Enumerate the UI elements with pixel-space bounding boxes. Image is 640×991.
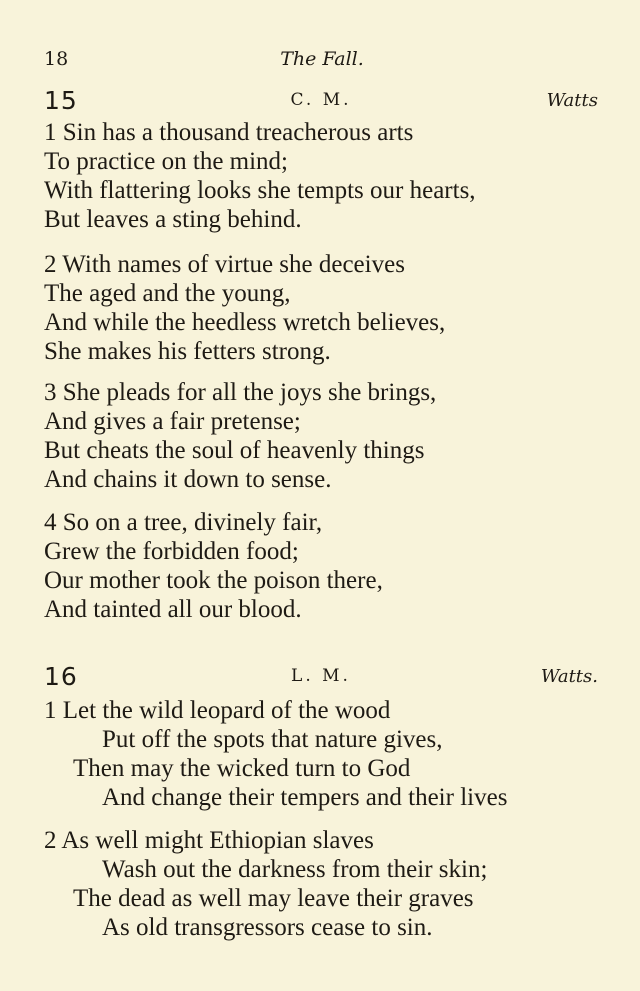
- verse-line: Grew the forbidden food;: [44, 538, 299, 565]
- running-head: [44, 48, 600, 74]
- verse-line: But cheats the soul of heavenly things: [44, 437, 425, 464]
- verse-line: And while the heedless wretch believes,: [44, 309, 446, 336]
- hymn-15-stanza-4: [44, 508, 610, 624]
- verse-line: Then may the wicked turn to God: [73, 755, 411, 782]
- verse-line: And change their tempers and their lives: [102, 784, 508, 811]
- verse-line: And chains it down to sense.: [44, 466, 332, 493]
- verse-line: 3 She pleads for all the joys she brings,: [44, 379, 437, 406]
- verse-line: And tainted all our blood.: [44, 596, 302, 623]
- hymn-16-header: [44, 662, 598, 692]
- verse-line: She makes his fetters strong.: [44, 338, 331, 365]
- verse-line: Put off the spots that nature gives,: [102, 726, 443, 753]
- hymn-15-stanza-1: [44, 118, 610, 234]
- page-number: 18: [44, 48, 69, 70]
- hymn-16-stanza-2: [44, 826, 610, 942]
- hymn-15-header: [44, 86, 598, 116]
- verse-line: With flattering looks she tempts our hearts,: [44, 177, 476, 204]
- verse-line: The aged and the young,: [44, 280, 291, 307]
- hymn-number: 15: [44, 86, 78, 115]
- hymn-author: Watts: [546, 90, 598, 111]
- verse-line: Our mother took the poison there,: [44, 567, 383, 594]
- hymn-15-stanza-2: [44, 250, 610, 366]
- page-title: The Fall.: [280, 48, 364, 70]
- hymn-author: Watts.: [540, 666, 598, 687]
- verse-line: To practice on the mind;: [44, 148, 289, 175]
- hymn-16-stanza-1: [44, 696, 610, 812]
- verse-line: And gives a fair pretense;: [44, 408, 301, 435]
- verse-line: 1 Let the wild leopard of the wood: [44, 697, 391, 724]
- hymn-15-stanza-3: [44, 378, 610, 494]
- verse-line: Wash out the darkness from their skin;: [102, 856, 488, 883]
- verse-line: The dead as well may leave their graves: [73, 885, 474, 912]
- verse-line: 2 With names of virtue she deceives: [44, 251, 405, 278]
- verse-line: 2 As well might Ethiopian slaves: [44, 827, 374, 854]
- verse-line: 4 So on a tree, divinely fair,: [44, 509, 323, 536]
- verse-line: But leaves a sting behind.: [44, 206, 302, 233]
- hymn-meter: C. M.: [290, 90, 352, 110]
- hymn-number: 16: [44, 662, 78, 691]
- verse-line: 1 Sin has a thousand treacherous arts: [44, 119, 414, 146]
- hymn-meter: L. M.: [291, 666, 351, 686]
- verse-line: As old transgressors cease to sin.: [102, 914, 433, 941]
